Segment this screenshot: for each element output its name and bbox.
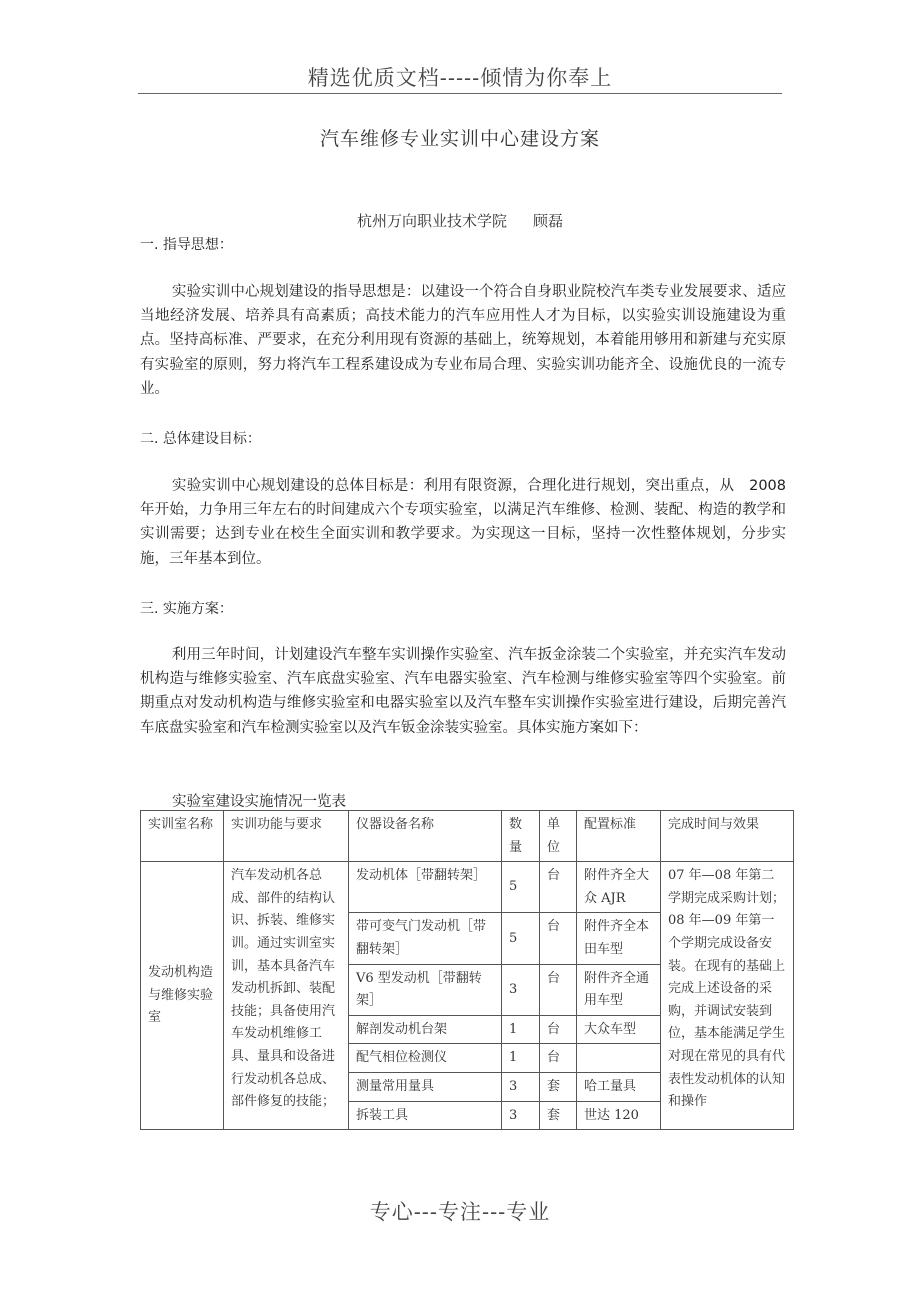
header-unit: 单位 <box>540 811 577 862</box>
section-paragraph-guiding-ideas: 实验实训中心规划建设的指导思想是：以建设一个符合自身职业院校汽车类专业发展要求、适应当地经济发展、培养具有高素质；高技术能力的汽车应用性人才为目标，以实验实训设施建设为重点。坚持高标准、严要求，在充分利用现有资源的基础上，统筹规划，本着能用够用和新建与充实原有实验室的原则，努力将汽车工程系建设成为专业布局合理、实验实训功能齐全、设施优良的一流专业。 <box>140 284 786 397</box>
equipment-cell: 配气相位检测仪 <box>349 1044 502 1073</box>
quantity-cell: 3 <box>502 1072 540 1101</box>
equipment-cell: 发动机体［带翻转架］ <box>349 862 502 913</box>
unit-cell: 台 <box>540 1044 577 1073</box>
unit-cell: 台 <box>540 964 577 1015</box>
equipment-cell: 解剖发动机台架 <box>349 1015 502 1044</box>
config-cell: 附件齐全大众 AJR <box>577 862 661 913</box>
schedule-cell: 07 年—08 年第二学期完成采购计划；08 年—09 年第一个学期完成设备安装。在现有的基础上完成上述设备的采购，并调试安装到位，基本能满足学生对现在常见的具有代表性发动机体的认知和操作 <box>661 862 794 1130</box>
table-caption: 实验室建设实施情况一览表 <box>172 794 346 810</box>
quantity-cell: 3 <box>502 964 540 1015</box>
page-footer: 专心---专注---专业 <box>369 1200 551 1224</box>
header-function: 实训功能与要求 <box>224 811 349 862</box>
room-name-cell: 发动机构造与维修实验室 <box>141 862 224 1130</box>
equipment-cell: 测量常用量具 <box>349 1072 502 1101</box>
equipment-cell: 带可变气门发动机［带翻转架］ <box>349 913 502 964</box>
function-cell: 汽车发动机各总成、部件的结构认识、拆装、维修实训。通过实训室实训，基本具备汽车发动机拆卸、装配技能；具备使用汽车发动机维修工具、量具和设备进行发动机各总成、部件修复的技能； <box>224 862 349 1130</box>
quantity-cell: 1 <box>502 1015 540 1044</box>
table-header-row <box>141 811 794 862</box>
config-cell: 世达 120 <box>577 1101 661 1130</box>
config-cell: 附件齐全通用车型 <box>577 964 661 1015</box>
equipment-cell: V6 型发动机［带翻转架］ <box>349 964 502 1015</box>
section-paragraph-overall-goal: 实验实训中心规划建设的总体目标是：利用有限资源，合理化进行规划，突出重点，从 2008 年开始，力争用三年左右的时间建成六个专项实验室，以满足汽车维修、检测、装配、构造的教学和实训需要；达到专业在校生全面实训和教学要求。为实现这一目标，坚持一次性整体规划，分步实施，三年基本到位。 <box>140 478 786 567</box>
header-quantity: 数量 <box>502 811 540 862</box>
unit-cell: 台 <box>540 862 577 913</box>
header-divider <box>138 93 782 94</box>
config-cell: 哈工量具 <box>577 1072 661 1101</box>
header-room-name: 实训室名称 <box>141 811 224 862</box>
header-config: 配置标准 <box>577 811 661 862</box>
equipment-cell: 拆装工具 <box>349 1101 502 1130</box>
document-title: 汽车维修专业实训中心建设方案 <box>319 128 600 150</box>
config-cell: 附件齐全本田车型 <box>577 913 661 964</box>
section-heading-overall-goal: 二. 总体建设目标： <box>140 431 261 447</box>
table-row <box>141 862 794 913</box>
unit-cell: 台 <box>540 913 577 964</box>
author-name: 顾磊 <box>533 212 564 230</box>
quantity-cell: 5 <box>502 913 540 964</box>
unit-cell: 台 <box>540 1015 577 1044</box>
author-school: 杭州万向职业技术学院 <box>356 212 507 230</box>
quantity-cell: 5 <box>502 862 540 913</box>
header-equipment: 仪器设备名称 <box>349 811 502 862</box>
config-cell <box>577 1044 661 1073</box>
section-paragraph-implementation: 利用三年时间，计划建设汽车整车实训操作实验室、汽车扳金涂装二个实验室，并充实汽车发动机构造与维修实验室、汽车底盘实验室、汽车电器实验室、汽车检测与维修实验室等四个实验室。前期重点对发动机构造与维修实验室和电器实验室以及汽车整车实训操作实验室进行建设，后期完善汽车底盘实验室和汽车检测实验室以及汽车钣金涂装实验室。具体实施方案如下： <box>140 647 786 736</box>
quantity-cell: 3 <box>502 1101 540 1130</box>
page-header: 精选优质文档-----倾情为你奉上 <box>307 66 613 90</box>
section-heading-guiding-ideas: 一. 指导思想： <box>140 237 233 253</box>
section-heading-implementation: 三. 实施方案： <box>140 601 233 617</box>
quantity-cell: 1 <box>502 1044 540 1073</box>
header-schedule: 完成时间与效果 <box>661 811 794 862</box>
unit-cell: 套 <box>540 1072 577 1101</box>
unit-cell: 套 <box>540 1101 577 1130</box>
config-cell: 大众车型 <box>577 1015 661 1044</box>
lab-construction-table <box>140 810 794 1130</box>
author-line <box>138 210 782 231</box>
